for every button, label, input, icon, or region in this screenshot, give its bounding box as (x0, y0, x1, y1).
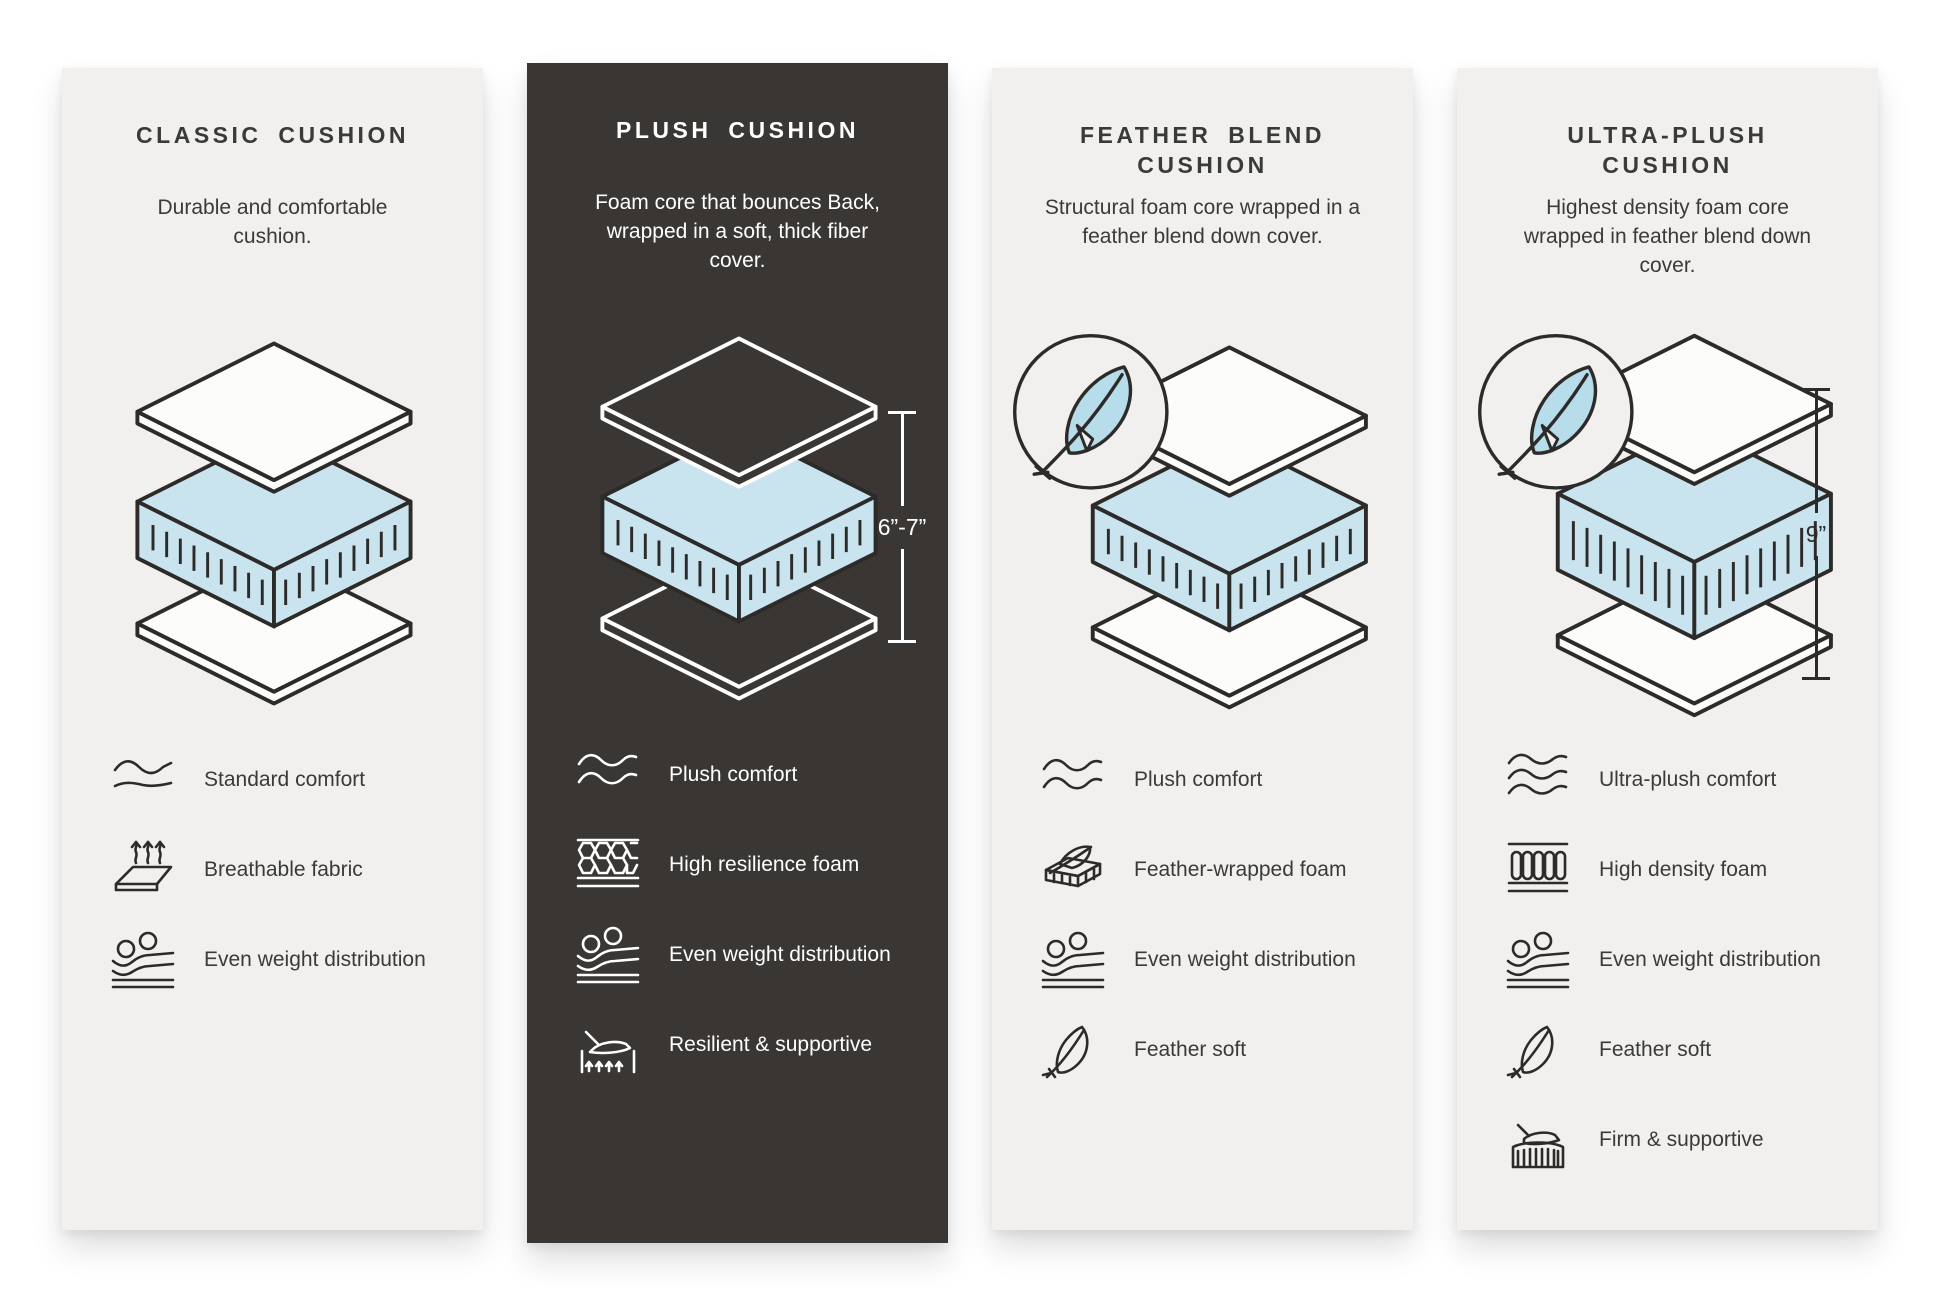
dimension-cap-bottom (888, 640, 916, 643)
feature-label: Even weight distribution (1134, 948, 1356, 972)
feature-label: Plush comfort (1134, 768, 1263, 792)
feature-item (1040, 750, 1383, 810)
feature-item (1505, 930, 1848, 990)
feature-list (62, 750, 483, 990)
feature-item (1040, 1020, 1383, 1080)
dimension-line (1815, 556, 1818, 678)
feature-list (1457, 750, 1878, 1170)
feature-item (1505, 750, 1848, 810)
even-weight-icon (1040, 930, 1106, 990)
firm-support-icon (1505, 1110, 1571, 1170)
panel-description: Highest density foam core wrapped in feather blend down cover. (1523, 196, 1812, 277)
feature-list (527, 745, 948, 1075)
dimension-cap-bottom (1802, 677, 1830, 680)
height-dimension-marker (877, 411, 927, 643)
wave-single-icon (110, 750, 176, 810)
even-weight-icon (110, 930, 176, 990)
dimension-line (901, 549, 904, 641)
cushion-illustration (992, 324, 1413, 726)
feature-label: Ultra-plush comfort (1599, 768, 1777, 792)
cushion-layers-diagram (73, 324, 473, 724)
feature-label: Feather soft (1599, 1038, 1712, 1062)
wave-double-icon (1040, 750, 1106, 810)
cushion-illustration (527, 319, 948, 721)
feather-badge-icon (1479, 336, 1631, 488)
breathable-fabric-icon (110, 840, 176, 900)
feature-label: Even weight distribution (204, 948, 426, 972)
cushion-panel-feather-blend-cushion (992, 68, 1413, 1230)
dimension-line (901, 414, 904, 506)
feature-item (575, 835, 918, 895)
feature-item (110, 840, 453, 900)
cushion-layers-diagram (1003, 324, 1403, 724)
cushion-panel-plush-cushion (527, 63, 948, 1243)
feature-item (575, 745, 918, 805)
panel-title: PLUSH CUSHION (616, 117, 859, 143)
feature-label: Even weight distribution (669, 943, 891, 967)
feature-item (1505, 1020, 1848, 1080)
even-weight-icon (575, 925, 641, 985)
panel-title: ULTRA-PLUSH CUSHION (1567, 122, 1768, 179)
height-dimension-label: 6”-7” (877, 513, 927, 540)
honeycomb-foam-icon (575, 835, 641, 895)
cushion-panel-classic-cushion (62, 68, 483, 1230)
high-density-foam-icon (1505, 840, 1571, 900)
wave-triple-icon (1505, 750, 1571, 810)
feature-label: Firm & supportive (1599, 1128, 1764, 1152)
feature-item (575, 1015, 918, 1075)
feather-badge-icon (1014, 336, 1166, 488)
feature-label: Breathable fabric (204, 858, 363, 882)
feature-label: Plush comfort (669, 763, 798, 787)
dimension-line (1815, 391, 1818, 513)
feature-item (575, 925, 918, 985)
feather-icon (1040, 1020, 1106, 1080)
feature-item (1040, 930, 1383, 990)
feature-item (110, 750, 453, 810)
feature-item (1505, 1110, 1848, 1170)
panel-description: Foam core that bounces Back, wrapped in a soft, thick fiber cover. (595, 191, 880, 272)
height-dimension-label: 9” (1805, 520, 1827, 547)
cushion-illustration (1457, 324, 1878, 726)
feature-item (110, 930, 453, 990)
feature-item (1505, 840, 1848, 900)
feature-label: High density foam (1599, 858, 1768, 882)
feature-label: Standard comfort (204, 768, 366, 792)
panel-title: CLASSIC CUSHION (136, 122, 409, 148)
feature-label: Resilient & supportive (669, 1033, 873, 1057)
wave-double-icon (575, 745, 641, 805)
panel-description: Durable and comfortable cushion. (157, 196, 388, 248)
feature-label: Even weight distribution (1599, 948, 1821, 972)
cushion-illustration (62, 324, 483, 726)
even-weight-icon (1505, 930, 1571, 990)
resilient-support-icon (575, 1015, 641, 1075)
panel-description: Structural foam core wrapped in a feather blend down cover. (1044, 196, 1361, 248)
feather-foam-icon (1040, 840, 1106, 900)
cushion-panel-ultra-plush-cushion (1457, 68, 1878, 1230)
height-dimension-marker (1794, 388, 1838, 680)
panel-title: FEATHER BLEND CUSHION (1079, 122, 1325, 179)
feature-label: High resilience foam (669, 853, 860, 877)
feather-icon (1505, 1020, 1571, 1080)
feature-item (1040, 840, 1383, 900)
feature-label: Feather soft (1134, 1038, 1247, 1062)
feature-label: Feather-wrapped foam (1134, 858, 1347, 882)
feature-list (992, 750, 1413, 1080)
